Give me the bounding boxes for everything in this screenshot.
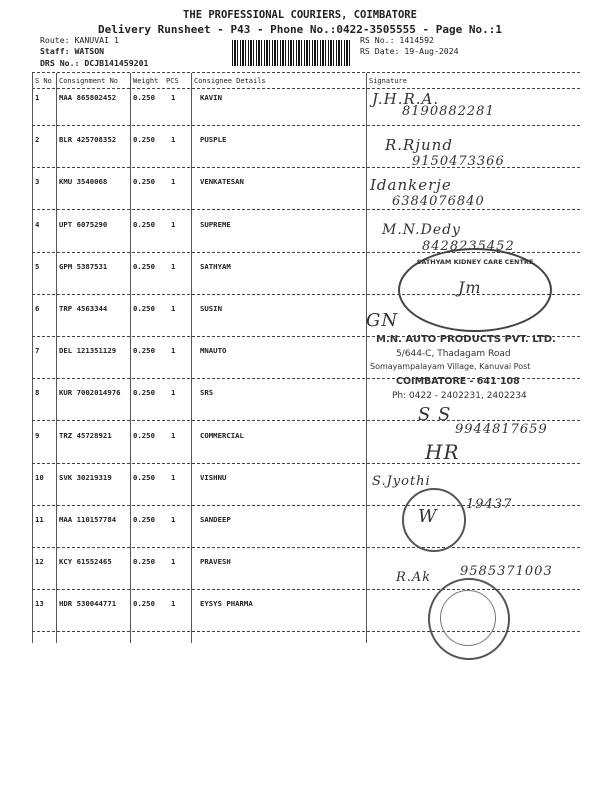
signature-1-phone: 8190882281 bbox=[402, 104, 495, 119]
cell-consignment: UPT 6075290 bbox=[59, 220, 108, 229]
drs-label: DRS No.: DCJB141459201 bbox=[40, 58, 149, 68]
cell-consignee: PRAVESH bbox=[200, 557, 231, 566]
col-signature: Signature bbox=[369, 77, 407, 85]
signature-4: M.N.Dedy bbox=[382, 222, 461, 238]
cell-sno: 9 bbox=[35, 431, 40, 440]
signature-3-phone: 6384076840 bbox=[392, 194, 485, 209]
table-row bbox=[0, 135, 600, 149]
mn-stamp-addr1: 5/644-C, Thadagam Road bbox=[396, 349, 511, 359]
staff-label: Staff: WATSON bbox=[40, 46, 105, 56]
cell-pcs: 1 bbox=[171, 599, 176, 608]
cell-weight: 0.250 bbox=[133, 557, 155, 566]
cell-weight: 0.250 bbox=[133, 473, 155, 482]
cell-pcs: 1 bbox=[171, 93, 176, 102]
cell-sno: 11 bbox=[35, 515, 44, 524]
cell-sno: 1 bbox=[35, 93, 40, 102]
cell-pcs: 1 bbox=[171, 557, 176, 566]
signature-2: R.Rjund bbox=[385, 136, 453, 154]
signature-1: J.H.R.A. bbox=[372, 90, 440, 108]
row-separator bbox=[32, 420, 580, 421]
row-separator bbox=[32, 209, 580, 210]
cell-pcs: 1 bbox=[171, 388, 176, 397]
cell-weight: 0.250 bbox=[133, 599, 155, 608]
signature-3: Idankerje bbox=[370, 176, 452, 194]
cell-pcs: 1 bbox=[171, 515, 176, 524]
table-row bbox=[0, 93, 600, 107]
signature-6: GN bbox=[366, 310, 399, 331]
signature-10: S.Jyothi bbox=[372, 474, 431, 489]
signature-12-phone: 9585371003 bbox=[460, 564, 553, 579]
cell-consignee: MNAUTO bbox=[200, 346, 227, 355]
cell-weight: 0.250 bbox=[133, 135, 155, 144]
cell-weight: 0.250 bbox=[133, 93, 155, 102]
row-separator bbox=[32, 125, 580, 126]
cell-consignment: MAA 865802452 bbox=[59, 93, 117, 102]
cell-pcs: 1 bbox=[171, 262, 176, 271]
mn-stamp-city: COIMBATORE - 641 108 bbox=[396, 376, 520, 387]
cell-consignee: SRS bbox=[200, 388, 214, 397]
sathyam-signature: Jm bbox=[458, 278, 482, 297]
cell-consignment: TRZ 45728921 bbox=[59, 431, 112, 440]
cell-sno: 2 bbox=[35, 135, 40, 144]
cell-consignee: EYSYS PHARMA bbox=[200, 599, 253, 608]
cell-sno: 7 bbox=[35, 346, 40, 355]
table-top-rule bbox=[32, 72, 580, 73]
cell-sno: 5 bbox=[35, 262, 40, 271]
cell-consignee: COMMERCIAL bbox=[200, 431, 244, 440]
cell-consignment: SVK 30219319 bbox=[59, 473, 112, 482]
table-row bbox=[0, 599, 600, 613]
cell-pcs: 1 bbox=[171, 346, 176, 355]
round-stamp-11 bbox=[402, 488, 466, 552]
header-rule bbox=[32, 88, 580, 89]
cell-weight: 0.250 bbox=[133, 262, 155, 271]
mn-stamp-addr2: Somayampalayam Village, Kanuvai Post bbox=[370, 362, 531, 371]
signature-9: HR bbox=[425, 440, 460, 464]
signature-8-phone: 9944817659 bbox=[455, 422, 548, 437]
runsheet-title: Delivery Runsheet - P43 - Phone No.:0422-3505555 - Page No.:1 bbox=[98, 23, 502, 36]
sathyam-stamp bbox=[398, 248, 552, 332]
table-row bbox=[0, 177, 600, 191]
cell-pcs: 1 bbox=[171, 177, 176, 186]
mn-stamp-phone: Ph: 0422 - 2402231, 2402234 bbox=[392, 391, 527, 401]
signature-11: W bbox=[418, 506, 438, 527]
col-weight: Weight bbox=[133, 77, 159, 85]
cell-consignee: VISHNU bbox=[200, 473, 227, 482]
cell-consignee: SUPREME bbox=[200, 220, 231, 229]
cell-consignment: HDR 530044771 bbox=[59, 599, 117, 608]
mn-stamp-name: M.N. AUTO PRODUCTS PVT. LTD. bbox=[376, 334, 556, 345]
cell-sno: 6 bbox=[35, 304, 40, 313]
cell-consignment: BLR 425708352 bbox=[59, 135, 117, 144]
cell-sno: 10 bbox=[35, 473, 44, 482]
cell-weight: 0.250 bbox=[133, 346, 155, 355]
cell-sno: 8 bbox=[35, 388, 40, 397]
cell-pcs: 1 bbox=[171, 431, 176, 440]
cell-consignee: VENKATESAN bbox=[200, 177, 244, 186]
col-consignee: Consignee Details bbox=[194, 77, 266, 85]
cell-weight: 0.250 bbox=[133, 304, 155, 313]
rs-number: RS No.: 1414592 bbox=[360, 35, 434, 45]
row-separator bbox=[32, 463, 580, 464]
cell-weight: 0.250 bbox=[133, 177, 155, 186]
route-label: Route: KANUVAI 1 bbox=[40, 35, 119, 45]
cell-pcs: 1 bbox=[171, 135, 176, 144]
cell-weight: 0.250 bbox=[133, 431, 155, 440]
table-row bbox=[0, 473, 600, 487]
cell-consignment: KMU 3540068 bbox=[59, 177, 108, 186]
cell-consignment: KUR 7002014976 bbox=[59, 388, 121, 397]
cell-consignment: MAA 110157784 bbox=[59, 515, 117, 524]
cell-consignment: TRP 4563344 bbox=[59, 304, 108, 313]
signature-12: R.Ak bbox=[396, 570, 432, 585]
cell-pcs: 1 bbox=[171, 473, 176, 482]
col-consignment: Consignment No bbox=[59, 77, 119, 85]
barcode bbox=[232, 40, 352, 66]
cell-sno: 13 bbox=[35, 599, 44, 608]
cell-consignee: SATHYAM bbox=[200, 262, 231, 271]
cell-consignment: KCY 61552465 bbox=[59, 557, 112, 566]
rs-date: RS Date: 19-Aug-2024 bbox=[360, 46, 459, 56]
round-stamp-13-inner bbox=[440, 590, 496, 646]
signature-11-num: 19437 bbox=[466, 497, 513, 512]
sathyam-stamp-text: SATHYAM KIDNEY CARE CENTRE bbox=[416, 258, 534, 266]
cell-consignment: DEL 121351129 bbox=[59, 346, 117, 355]
cell-consignee: PUSPLE bbox=[200, 135, 227, 144]
cell-sno: 4 bbox=[35, 220, 40, 229]
row-separator bbox=[32, 547, 580, 548]
table-row bbox=[0, 515, 600, 529]
col-pcs: PCS bbox=[166, 77, 179, 85]
round-stamp-13 bbox=[428, 578, 510, 660]
col-sno: S No bbox=[35, 77, 52, 85]
cell-pcs: 1 bbox=[171, 304, 176, 313]
company-title: THE PROFESSIONAL COURIERS, COIMBATORE bbox=[183, 9, 417, 21]
cell-consignee: KAVIN bbox=[200, 93, 222, 102]
signature-8: S S bbox=[418, 404, 452, 425]
cell-sno: 12 bbox=[35, 557, 44, 566]
signature-4-phone: 8428235452 bbox=[422, 239, 515, 254]
cell-weight: 0.250 bbox=[133, 220, 155, 229]
cell-sno: 3 bbox=[35, 177, 40, 186]
cell-pcs: 1 bbox=[171, 220, 176, 229]
table-row bbox=[0, 220, 600, 234]
cell-consignment: GPM 5387531 bbox=[59, 262, 108, 271]
cell-weight: 0.250 bbox=[133, 515, 155, 524]
signature-2-phone: 9150473366 bbox=[412, 154, 505, 169]
cell-consignee: SANDEEP bbox=[200, 515, 231, 524]
cell-consignee: SUSIN bbox=[200, 304, 222, 313]
cell-weight: 0.250 bbox=[133, 388, 155, 397]
